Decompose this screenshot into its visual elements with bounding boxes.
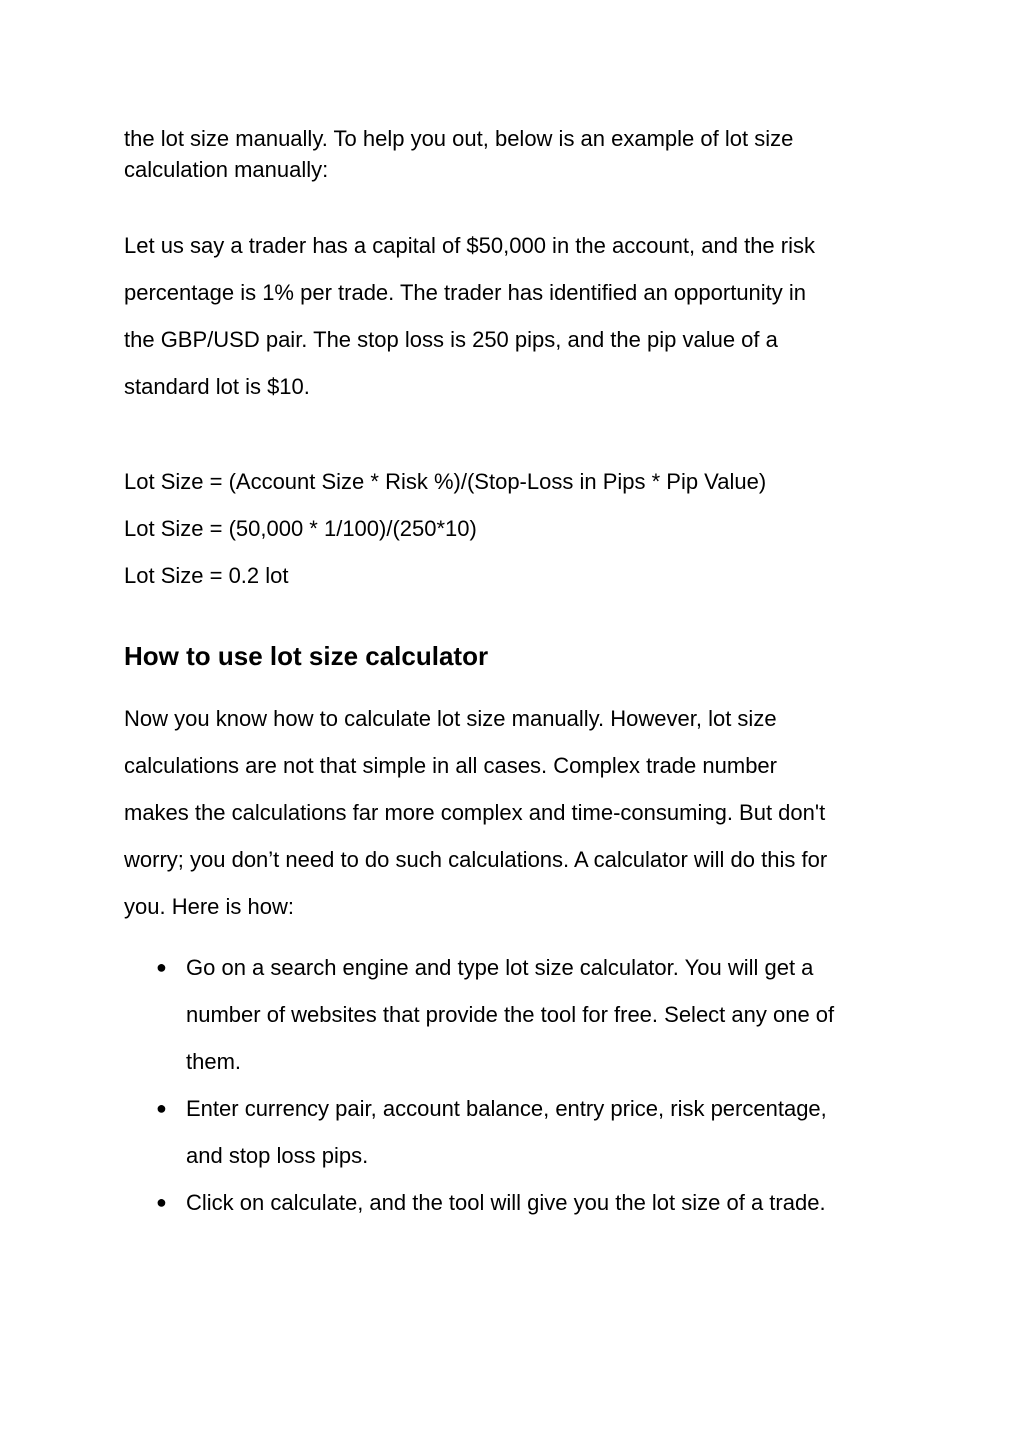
section-paragraph [124, 695, 904, 930]
bullet-3-line-1: Click on calculate, and the tool will give you the lot size of a trade. [186, 1190, 826, 1215]
formula-line-1: Lot Size = (Account Size * Risk %)/(Stop-Loss in Pips * Pip Value) [124, 469, 767, 494]
bullet-1-line-1: Go on a search engine and type lot size calculator. You will get a [186, 955, 814, 980]
section-line-4: worry; you don’t need to do such calculations. A calculator will do this for [124, 847, 828, 872]
bullet-icon: ● [156, 957, 167, 977]
formula-line-3: Lot Size = 0.2 lot [124, 563, 289, 588]
bullet-2-line-2: and stop loss pips. [186, 1143, 369, 1168]
example-paragraph [124, 222, 904, 410]
section-line-5: you. Here is how: [124, 894, 294, 919]
formula-line-2: Lot Size = (50,000 * 1/100)/(250*10) [124, 516, 477, 541]
section-line-1: Now you know how to calculate lot size manually. However, lot size [124, 706, 777, 731]
bullet-1-line-3: them. [186, 1049, 242, 1074]
bullet-1-line-2: number of websites that provide the tool for free. Select any one of [186, 1002, 835, 1027]
section-line-2: calculations are not that simple in all cases. Complex trade number [124, 753, 777, 778]
formula-block [124, 458, 904, 599]
intro-paragraph [124, 123, 904, 185]
example-line-2: percentage is 1% per trade. The trader has identified an opportunity in [124, 280, 807, 305]
bullet-2-line-1: Enter currency pair, account balance, entry price, risk percentage, [186, 1096, 827, 1121]
example-line-4: standard lot is $10. [124, 374, 310, 399]
section-heading: How to use lot size calculator [124, 641, 489, 671]
list-item [156, 1179, 906, 1226]
bullet-icon: ● [156, 1192, 167, 1212]
example-line-3: the GBP/USD pair. The stop loss is 250 pips, and the pip value of a [124, 327, 778, 352]
list-item [156, 944, 906, 1085]
section-line-3: makes the calculations far more complex and time-consuming. But don't [124, 800, 826, 825]
intro-line-2: calculation manually: [124, 157, 329, 182]
bullet-list [156, 944, 906, 1226]
example-line-1: Let us say a trader has a capital of $50,000 in the account, and the risk [124, 233, 815, 258]
bullet-icon: ● [156, 1098, 167, 1118]
intro-line-1: the lot size manually. To help you out, below is an example of lot size [124, 126, 794, 151]
list-item [156, 1085, 906, 1179]
